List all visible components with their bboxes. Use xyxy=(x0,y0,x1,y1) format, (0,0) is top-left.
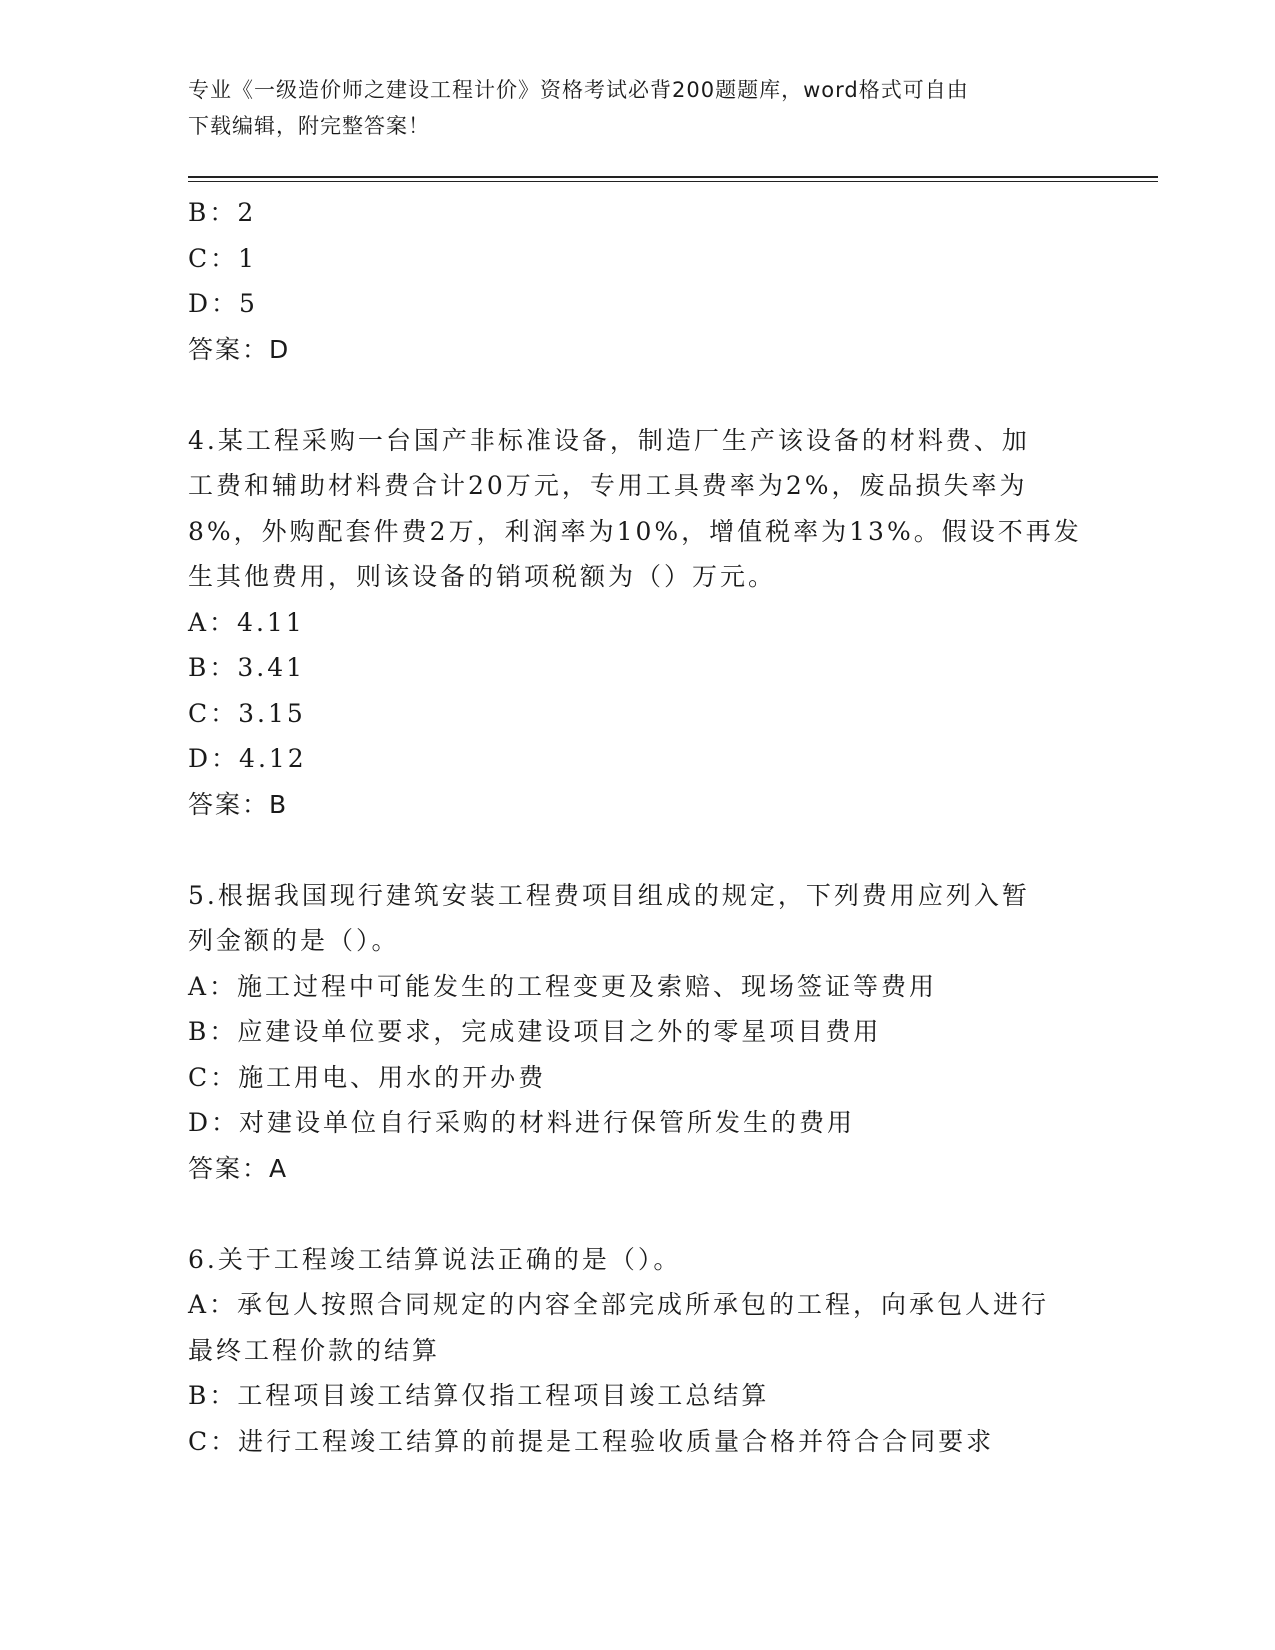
page-header xyxy=(188,72,1068,144)
question-5 xyxy=(188,873,1088,1192)
option-d: D：4.12 xyxy=(188,744,307,773)
question-6 xyxy=(188,1237,1088,1465)
question-stem-line: 8%，外购配套件费2万，利润率为10%，增值税率为13%。假设不再发 xyxy=(188,516,1082,546)
header-line-1: 专业《一级造价师之建设工程计价》资格考试必背200题题库，word格式可自由 xyxy=(188,78,969,102)
question-3 xyxy=(188,190,1088,372)
option-b: B：2 xyxy=(188,198,257,227)
answer: 答案：D xyxy=(188,334,291,364)
option-b: B：应建设单位要求，完成建设项目之外的零星项目费用 xyxy=(188,1017,882,1046)
spacer xyxy=(188,372,1088,418)
question-4 xyxy=(188,418,1088,828)
option-c: C：施工用电、用水的开办费 xyxy=(188,1062,547,1092)
option-a: A：施工过程中可能发生的工程变更及索赔、现场签证等费用 xyxy=(188,971,938,1001)
document-body xyxy=(188,190,1088,1464)
question-stem-line: 生其他费用，则该设备的销项税额为（）万元。 xyxy=(188,562,777,591)
option-b: B：工程项目竣工结算仅指工程项目竣工总结算 xyxy=(188,1381,770,1410)
option-d: D：对建设单位自行采购的材料进行保管所发生的费用 xyxy=(188,1108,856,1137)
question-stem-line: 工费和辅助材料费合计20万元，专用工具费率为2%，废品损失率为 xyxy=(188,471,1028,500)
answer: 答案：B xyxy=(188,789,289,819)
option-a: A：承包人按照合同规定的内容全部完成所承包的工程，向承包人进行 xyxy=(188,1290,1050,1319)
answer: 答案：A xyxy=(188,1153,289,1183)
option-c: C：进行工程竣工结算的前提是工程验收质量合格并符合合同要求 xyxy=(188,1426,995,1456)
spacer xyxy=(188,1191,1088,1237)
spacer xyxy=(188,827,1088,873)
option-c: C：1 xyxy=(188,243,258,273)
question-stem-line: 6.关于工程竣工结算说法正确的是（）。 xyxy=(188,1244,682,1274)
question-stem-line: 列金额的是（）。 xyxy=(188,926,400,955)
option-a-continued: 最终工程价款的结算 xyxy=(188,1335,441,1365)
option-a: A：4.11 xyxy=(188,607,305,637)
option-b: B：3.41 xyxy=(188,653,306,682)
header-rule-thick xyxy=(188,176,1158,178)
question-stem-line: 5.根据我国现行建筑安装工程费项目组成的规定，下列费用应列入暂 xyxy=(188,880,1030,910)
question-stem-line: 4.某工程采购一台国产非标准设备，制造厂生产该设备的材料费、加 xyxy=(188,425,1030,455)
option-c: C：3.15 xyxy=(188,698,306,728)
header-rule-thin xyxy=(188,181,1158,182)
header-line-2: 下载编辑，附完整答案！ xyxy=(188,114,430,138)
option-d: D：5 xyxy=(188,289,258,318)
